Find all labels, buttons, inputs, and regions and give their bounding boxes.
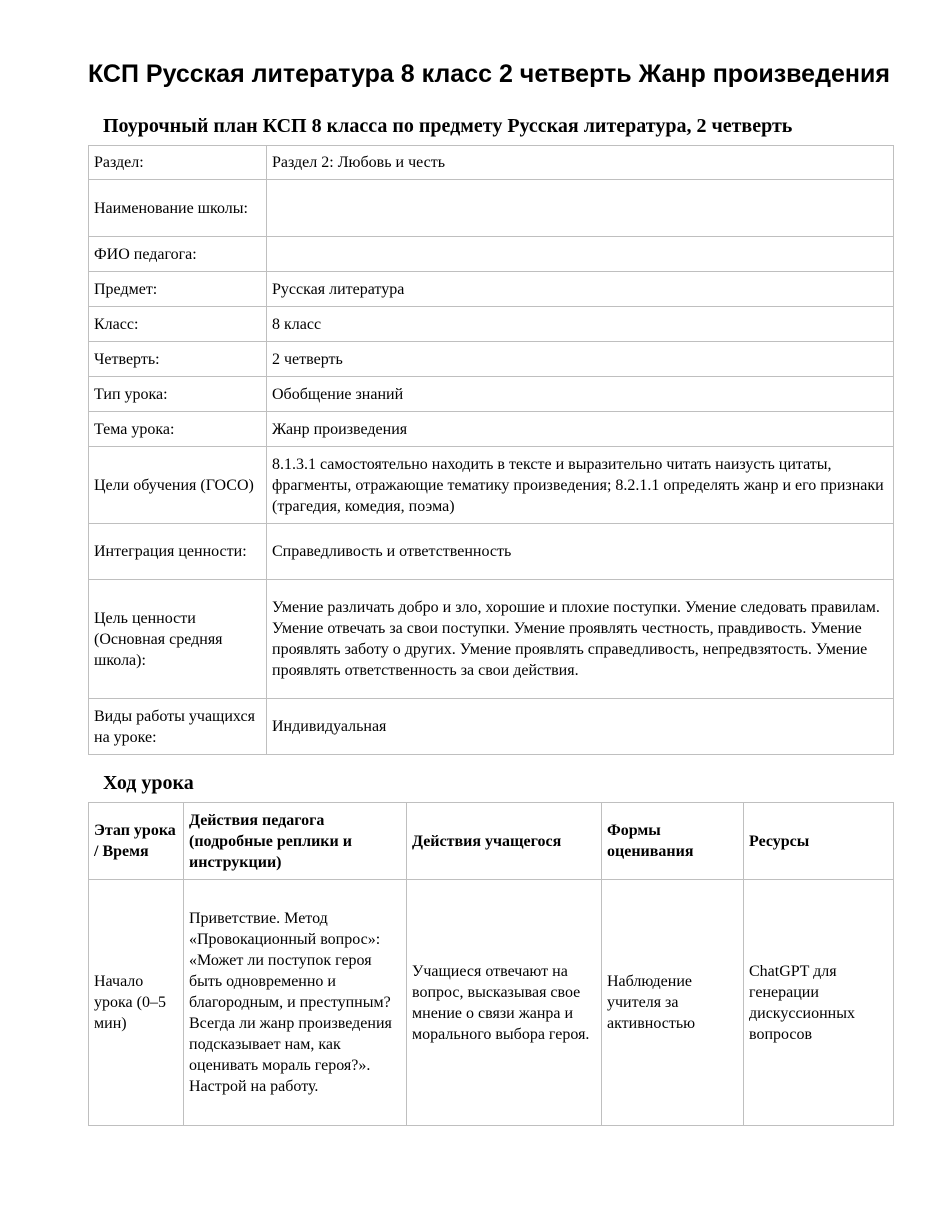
info-value: Русская литература [267, 272, 894, 307]
info-value: 8 класс [267, 307, 894, 342]
info-value: Справедливость и ответственность [267, 524, 894, 580]
lesson-info-table [88, 145, 894, 755]
info-label: Цель ценности (Основная средняя школа): [89, 580, 267, 699]
table-row [89, 447, 894, 524]
table-row [89, 180, 894, 237]
info-label: Класс: [89, 307, 267, 342]
lesson-progress-heading: Ход урока [103, 772, 194, 794]
info-value: 2 четверть [267, 342, 894, 377]
info-label: Раздел: [89, 146, 267, 180]
table-row [89, 272, 894, 307]
info-label: Четверть: [89, 342, 267, 377]
info-value: Жанр произведения [267, 412, 894, 447]
info-value: Умение различать добро и зло, хорошие и плохие поступки. Умение следовать правилам. Умение отвечать за свои поступки. Умение проявлять честность, правдивость. Умение проявлять заботу о других. Умение проявлять справедливость, непредвзятость. Умение проявлять ответственность за свои действия. [267, 580, 894, 699]
info-label: ФИО педагога: [89, 237, 267, 272]
assessment-cell: Наблюдение учителя за активностью [602, 880, 744, 1126]
info-label: Предмет: [89, 272, 267, 307]
table-row [89, 580, 894, 699]
info-value: Обобщение знаний [267, 377, 894, 412]
teacher-actions-cell: Приветствие. Метод «Провокационный вопрос»: «Может ли поступок героя быть одновременно и благородным, и преступным? Всегда ли жанр произведения подсказывает нам, как оценивать мораль героя?». Настрой на работу. [184, 880, 407, 1126]
info-label: Интеграция ценности: [89, 524, 267, 580]
info-label: Наименование школы: [89, 180, 267, 237]
table-row [89, 237, 894, 272]
info-label: Виды работы учащихся на уроке: [89, 699, 267, 755]
stage-cell: Начало урока (0–5 мин) [89, 880, 184, 1126]
info-label: Тема урока: [89, 412, 267, 447]
table-row [89, 307, 894, 342]
info-value [267, 180, 894, 237]
column-header-stage: Этап урока / Время [89, 803, 184, 880]
column-header-teacher-actions: Действия педагога (подробные реплики и инструкции) [184, 803, 407, 880]
document-page [88, 58, 893, 1126]
column-header-resources: Ресурсы [744, 803, 894, 880]
table-row [89, 342, 894, 377]
info-label: Тип урока: [89, 377, 267, 412]
table-row [89, 699, 894, 755]
resources-cell: ChatGPT для генерации дискуссионных вопросов [744, 880, 894, 1126]
table-row [89, 524, 894, 580]
table-row [89, 412, 894, 447]
table-header-row [89, 803, 894, 880]
table-row [89, 880, 894, 1126]
column-header-assessment: Формы оценивания [602, 803, 744, 880]
info-value: Раздел 2: Любовь и честь [267, 146, 894, 180]
info-label: Цели обучения (ГОСО) [89, 447, 267, 524]
table-row [89, 377, 894, 412]
table-row [89, 146, 894, 180]
plan-heading: Поурочный план КСП 8 класса по предмету Русская литература, 2 четверть [103, 115, 793, 137]
student-actions-cell: Учащиеся отвечают на вопрос, высказывая свое мнение о связи жанра и морального выбора героя. [407, 880, 602, 1126]
document-title: КСП Русская литература 8 класс 2 четверть Жанр произведения [88, 60, 890, 88]
info-value: 8.1.3.1 самостоятельно находить в тексте и выразительно читать наизусть цитаты, фрагменты, отражающие тематику произведения; 8.2.1.1 определять жанр и его признаки (трагедия, комедия, поэма) [267, 447, 894, 524]
info-value: Индивидуальная [267, 699, 894, 755]
column-header-student-actions: Действия учащегося [407, 803, 602, 880]
lesson-progress-table [88, 802, 894, 1126]
info-value [267, 237, 894, 272]
